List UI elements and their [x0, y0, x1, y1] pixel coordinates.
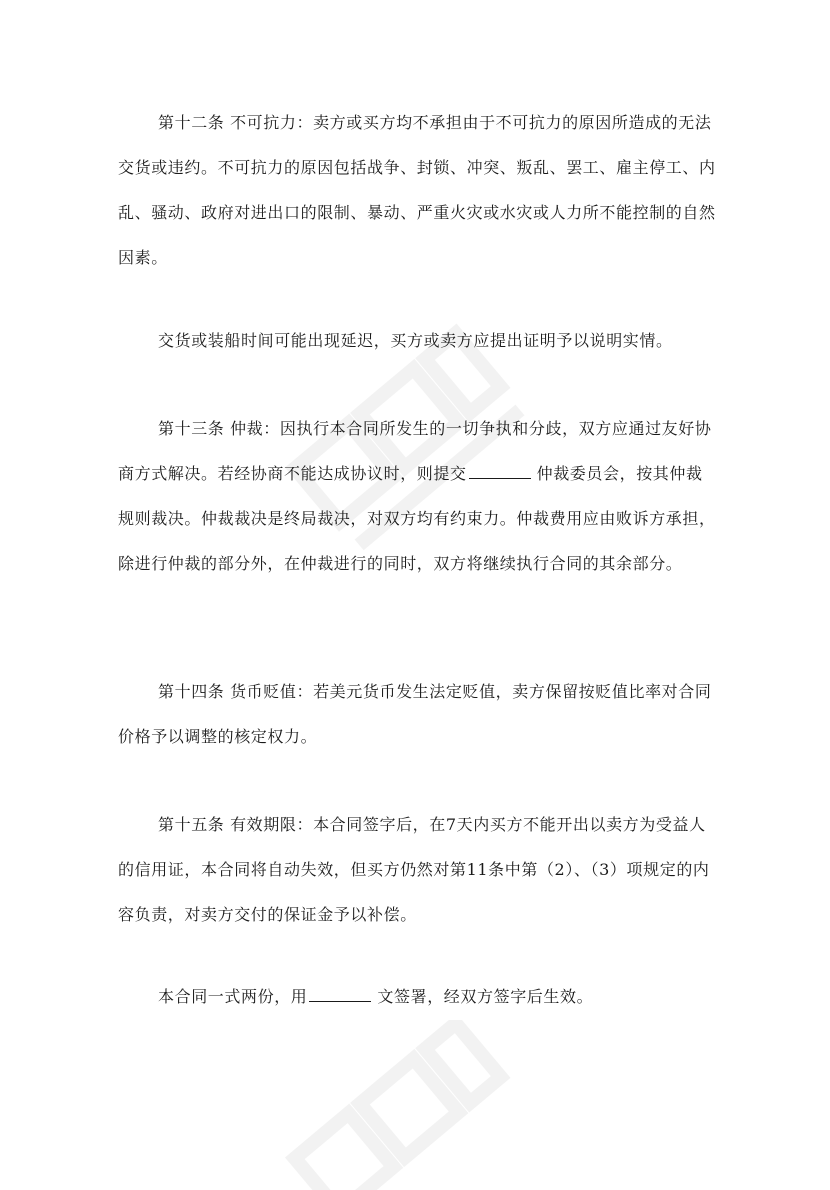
- language-blank[interactable]: [309, 983, 371, 1002]
- copies-text-after-blank: 文签署，经双方签字后生效。: [377, 987, 594, 1006]
- copies-text-before-blank: 本合同一式两份，用: [158, 987, 308, 1006]
- arbitration-committee-blank[interactable]: [469, 460, 531, 479]
- watermark-logo-bottom: [250, 1020, 570, 1190]
- article-13-arbitration: [118, 406, 718, 586]
- delivery-delay-paragraph: 交货或装船时间可能出现延迟，买方或卖方应提出证明予以说明实情。: [158, 331, 673, 350]
- contract-copies-paragraph: [118, 974, 718, 1019]
- article-13-text-after-blank: 仲裁委员会，按其仲裁规则裁决。仲裁裁决是终局裁决，对双方均有约束力。仲裁费用应由败诉方承担，除进行仲裁的部分外，在仲裁进行的同时，双方将继续执行合同的其余部分。: [118, 464, 716, 573]
- article-13-text-before-blank: 第十三条 仲裁：因执行本合同所发生的一切争执和分歧，双方应通过友好协商方式解决。若经协商不能达成协议时，则提交: [118, 419, 712, 483]
- article-12-force-majeure: 第十二条 不可抗力：卖方或买方均不承担由于不可抗力的原因所造成的无法交货或违约。不可抗力的原因包括战争、封锁、冲突、叛乱、罢工、雇主停工、内乱、骚动、政府对进出口的限制、暴动、严重火灾或水灾或人力所不能控制的自然因素。: [118, 113, 716, 267]
- article-14-currency-devaluation: 第十四条 货币贬值：若美元货币发生法定贬值，卖方保留按贬值比率对合同价格予以调整的核定权力。: [118, 682, 712, 746]
- article-15-validity-period: 第十五条 有效期限：本合同签字后，在7天内买方不能开出以卖方为受益人的信用证，本合同将自动失效，但买方仍然对第11条中第（2）、（3）项规定的内容负责，对卖方交付的保证金予以补偿。: [118, 815, 710, 924]
